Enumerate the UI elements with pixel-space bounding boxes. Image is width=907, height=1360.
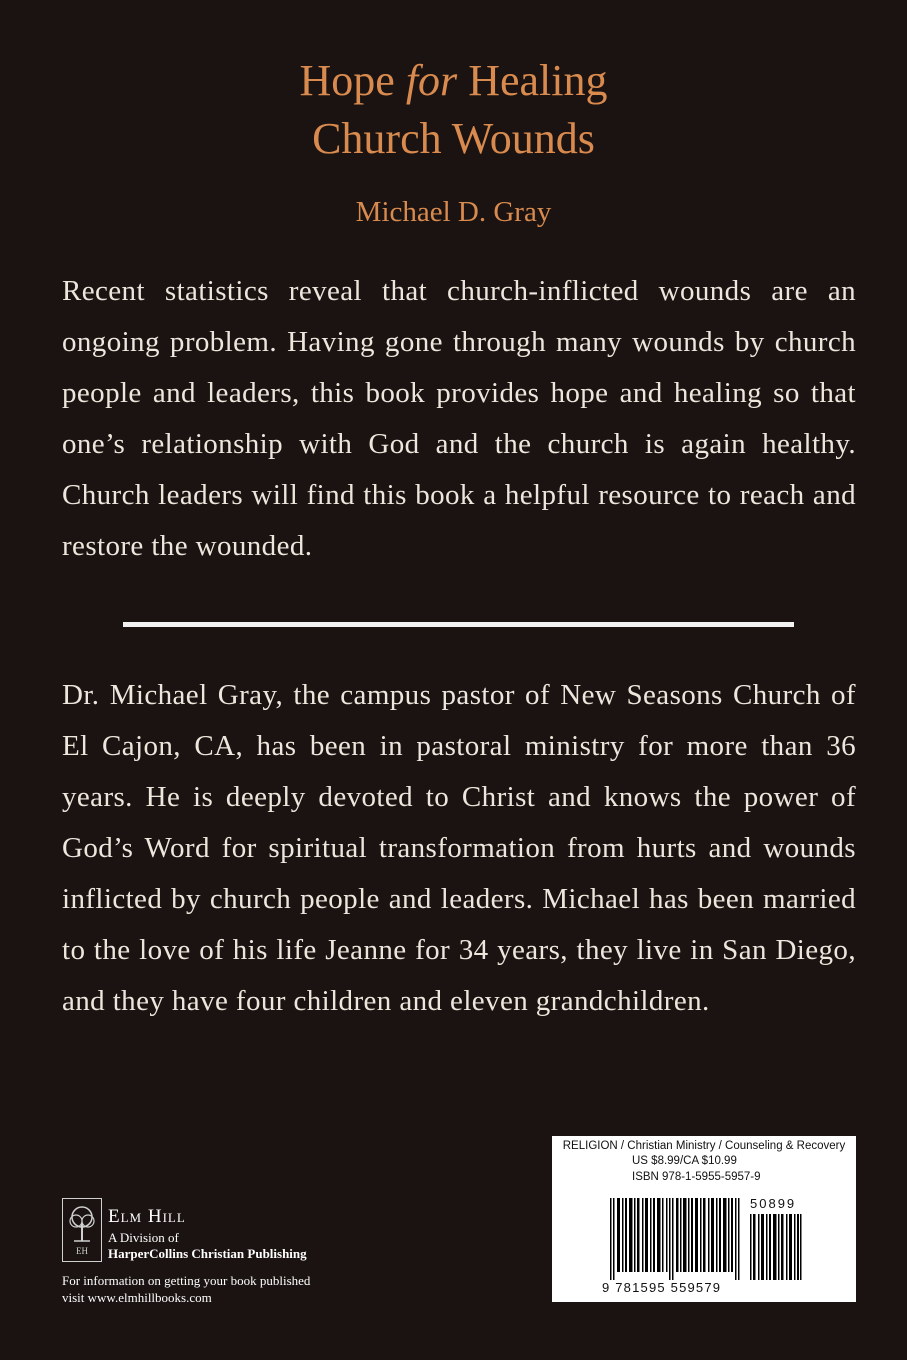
author-name: Michael D. Gray xyxy=(355,196,552,228)
publisher-parent: HarperCollins Christian Publishing xyxy=(108,1246,307,1261)
barcode-panel xyxy=(552,1136,856,1302)
barcode-category: RELIGION / Christian Ministry / Counseling & Recovery xyxy=(562,1140,846,1152)
barcode-price: US $8.99/CA $10.99 xyxy=(632,1155,737,1167)
barcode-addon-digits: 50899 xyxy=(750,1196,797,1211)
barcode-isbn: ISBN 978-1-5955-5957-9 xyxy=(632,1171,761,1183)
book-title xyxy=(0,52,907,168)
publisher-name: Elm Hill xyxy=(108,1206,186,1227)
title-line-2: Church Wounds xyxy=(312,114,595,163)
author-bio: Dr. Michael Gray, the campus pastor of New Seasons Church of El Cajon, CA, has been in pastoral ministry for more than 36 years. He is deeply devoted to Christ and knows the power of God’s Word for spiritual transformation from hurts and wounds inflicted by church people and leaders. Michael has been married to the love of his life Jeanne for 34 years, they live in San Diego, and they have four children and eleven grandchildren. xyxy=(62,679,856,1017)
addon-barcode-bars xyxy=(750,1214,802,1280)
divider xyxy=(123,622,794,627)
publisher-info-line-1: For information on getting your book published xyxy=(62,1273,311,1288)
title-line-1: Hope for Healing xyxy=(299,56,608,105)
svg-text:EH: EH xyxy=(76,1246,88,1256)
book-description: Recent statistics reveal that church-inflicted wounds are an ongoing problem. Having gone through many wounds by church people and leaders, this book provides hope and healing so that one’s relationship with God and the church is again healthy. Church leaders will find this book a helpful resource to reach and restore the wounded. xyxy=(62,275,856,562)
publisher-info xyxy=(62,1272,382,1306)
tree-logo-icon xyxy=(62,1198,102,1262)
publisher-division: A Division of xyxy=(108,1230,179,1245)
barcode-ean-digits: 9 781595 559579 xyxy=(602,1280,722,1295)
barcode-bars xyxy=(610,1198,740,1280)
publisher-website: visit www.elmhillbooks.com xyxy=(62,1290,212,1305)
